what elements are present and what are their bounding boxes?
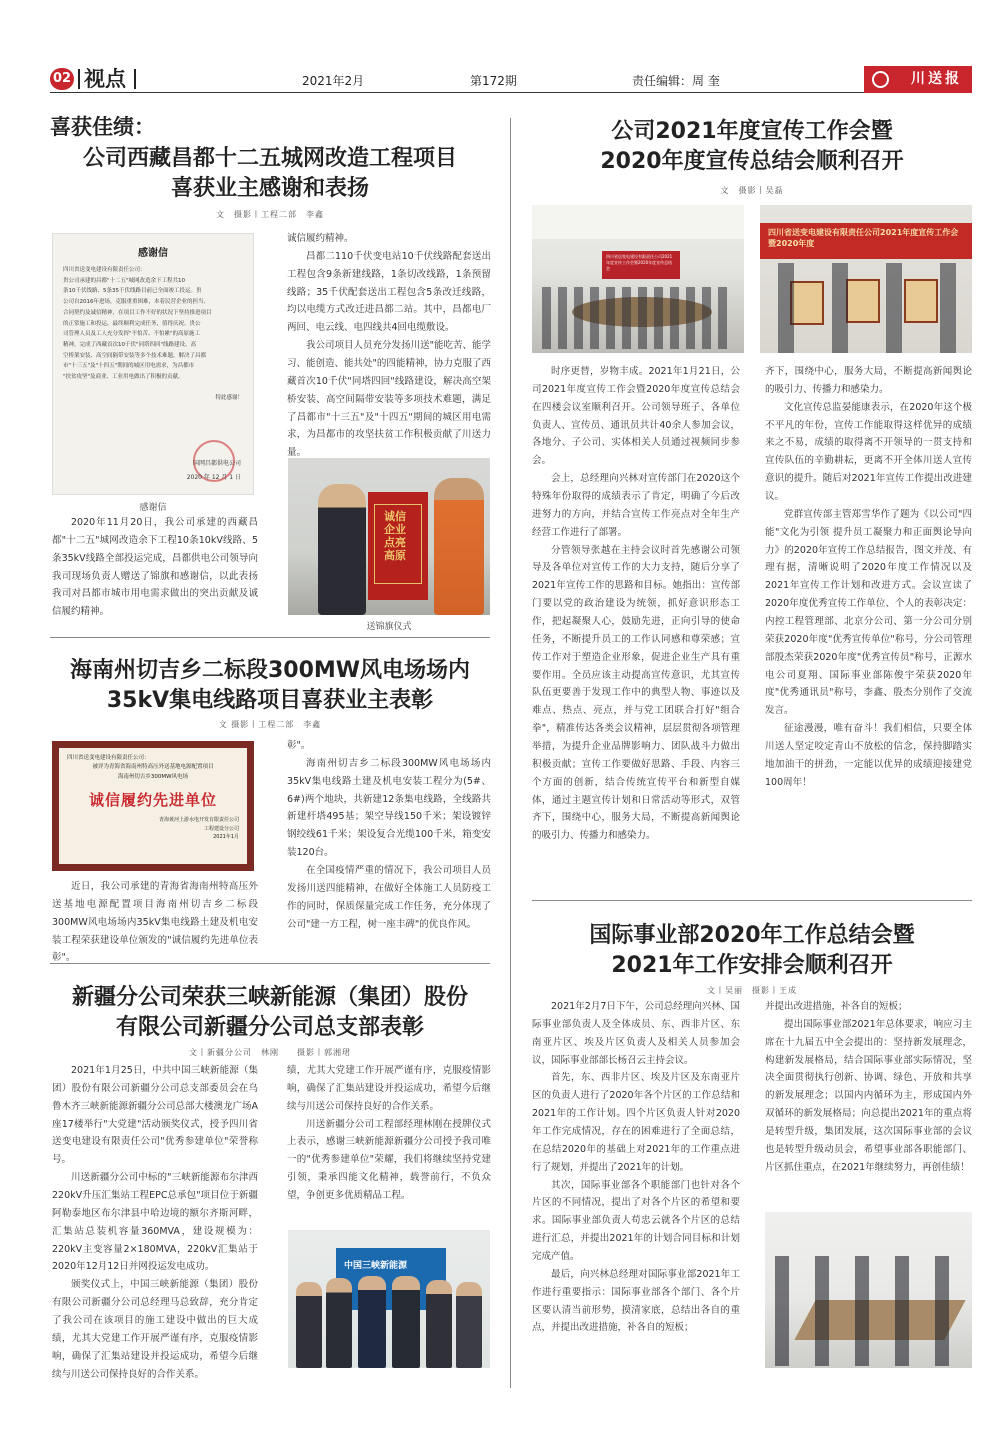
- person: [326, 1278, 352, 1368]
- letter-body: 四川省送变电建设有限责任公司： 贵公司承建的昌都"十二五"城网改造余下工程共10 条10千伏线路、5条35千伏线路目前已全面竣工投运。贵 公司自2016年进场，克服重重困难，本着民营企业的担当、 合同契约及诚信精神，在项目工作不好的状况下坚持推进项目 的正常施工和投运，最终顺利完成任务，值得庆祝。贵公 司管理人员及工人充分发挥"不怕苦、不怕累"的高原施工 精神，完成了西藏首次10千伏"同塔四回"线路建设、高 空桥架安装、高空间隔带安装等多个技术难题，解决了昌都 市"十三五"及"十四五"期间的城区用电需求，为昌都市 "扶贫攻坚"及商业、工业用电做出了积极的贡献。 特此感谢！: [63, 267, 243, 401]
- person: [296, 1282, 322, 1368]
- editor-credit: 责任编辑：周 奎: [632, 74, 720, 88]
- certificate-line: 四川省送变电建设有限责任公司：: [67, 755, 150, 761]
- article3-headline: 新疆分公司荣获三峡新能源（集团）股份 有限公司新疆分公司总支部表彰: [71, 985, 468, 1040]
- certificate-issuer2: 工程建设分公司: [203, 825, 239, 832]
- thank-you-letter-image: [52, 233, 254, 495]
- meeting-room-photo: [532, 205, 744, 353]
- certificate-issuer: 青海黄河上游水电开发有限责任公司: [158, 817, 239, 824]
- certificate-line: 被评为青海省海南州特高压外送基地电源配置项目: [92, 764, 214, 771]
- certificate-title: 诚信履约先进单位: [88, 791, 217, 810]
- article3-body-col2: 绩，尤其大党建工作开展严谨有序，克服疫情影响，确保了汇集站建设并投运成功，希望今后继续与川送公司保持良好的合作关系。 川送新疆分公司工程部经理林刚在授牌仪式上表示，感谢三峡新能源新疆分公司授予我司唯一的"优秀参建单位"荣耀，我们将继续坚持党建引领，秉承四能文化精神，载誉前行，不负众望，争创更多优质精品工程。: [287, 1065, 491, 1202]
- person: [426, 1280, 452, 1368]
- banner-text: 诚信企业 点亮高原: [384, 510, 406, 562]
- column-rule: [510, 118, 511, 1388]
- article5-body-col2: 并提出改进措施，补各自的短板； 提出国际事业部2021年总体要求，响应习主席在十九届五中全会提出的：坚持新发展理念，构建新发展格局，结合国际事业部实际情况，坚决全面贯彻执行创新、协调、绿色、开放和共享的新发展理念；以国内内循环为主，形成国内外双循环的新发展格局；向总提出2021年的重点将是转型升级，集团发展，这次国际事业部的会议也是转型升级动员会，希望事业部各职能部门、片区抓住重点，在2021年继续努力，再创佳绩！: [765, 1001, 972, 1173]
- certificate-date: 2021年1月: [213, 834, 239, 841]
- letter-caption: 感谢信: [139, 503, 167, 513]
- article1-byline: 文 摄影丨工程二部 李鑫: [216, 210, 324, 219]
- issue-number: 第172期: [470, 74, 517, 88]
- banner-ceremony-photo: [288, 458, 490, 615]
- article5-byline: 文丨吴丽 摄影丨王成: [707, 986, 797, 995]
- article2-headline: 海南州切吉乡二标段300MW风电场场内 35kV集电线路项目喜获业主表彰: [69, 658, 471, 713]
- person-right: [434, 478, 484, 615]
- letter-heading: 感谢信: [138, 248, 168, 259]
- awards-photo: [760, 205, 972, 353]
- article2-body-col2: 彰"。 海南州切吉乡二标段300MW风电场场内35kV集电线路土建及机电安装工程分为(5#、6#)两个地块，共新建12条集电线路，全线路共新建杆塔495基；架空导线150千米；架设镀锌钢绞线61千米；架设复合光缆100千米，箱变安装120台。 在全国疫情严重的情况下，我公司项目人员发扬川送四能精神，在做好全体施工人员防疫工作的同时，保质保量完成工作任务，充分体现了公司"建一方工程，树一座丰碑"的优良作风。: [287, 740, 491, 930]
- page-number-badge: 02: [50, 68, 74, 90]
- letter-signature: 国网昌都供电公司: [192, 460, 241, 467]
- brand-logo-icon: [872, 71, 889, 88]
- section-name: 视点: [84, 67, 126, 91]
- banner-photo-caption: 送锦旗仪式: [366, 622, 412, 632]
- newspaper-brand: 川送报: [864, 66, 972, 93]
- header-divider: [78, 69, 80, 89]
- section-rule: [532, 900, 972, 901]
- article1-kicker: 喜获佳绩：: [50, 115, 155, 139]
- person: [392, 1276, 420, 1368]
- article4-headline: 公司2021年度宣传工作会暨 2020年度宣传总结会顺利召开: [600, 119, 904, 174]
- person: [456, 1282, 482, 1368]
- article4-byline: 文 摄影丨吴磊: [720, 186, 784, 195]
- page-header: [50, 66, 972, 93]
- certificate-line: 海南州切吉乡300MW风电场: [117, 773, 189, 780]
- article1-headline: 公司西藏昌都十二五城网改造工程项目 喜获业主感谢和表扬: [82, 146, 457, 201]
- letter-date: 2020 年 12 月 1 日: [186, 474, 241, 481]
- article2-byline: 文 摄影丨工程二部 李鑫: [218, 720, 322, 729]
- article2-body-col1: 近日，我公司承建的青海省海南州特高压外送基地电源配置项目海南州切吉乡二标段300MW风电场场内35kV集电线路土建及机电安装工程荣获建设单位颁发的"诚信履约先进单位表彰"。: [52, 881, 258, 964]
- projection-screen: 四川省送变电建设有限责任公司2021年度宣传工作会暨2020年度宣传总结会: [602, 251, 680, 279]
- award-ceremony-photo: [288, 1230, 490, 1368]
- person: [358, 1276, 386, 1368]
- signboard: 中国三峡新能源: [336, 1248, 446, 1310]
- article4-body-col1: 时序更替，岁物丰成。2021年1月21日，公司2021年度宣传工作会暨2020年度宣传总结会在四楼会议室顺利召开。公司领导班子、各单位负责人、宣传员、通讯员共计40余人参加会议，各地分、子公司、实体相关人员通过视频同步参会。 会上，总经理向兴林对宣传部门在2020这个特殊年份取得的成绩表示了肯定，明确了今后改进努力的方向，并结合宣传工作亮点对全年生产经营工作进行了部署。 分管领导张越在主持会议时首先感谢公司领导及各单位对宣传工作的大力支持，随后分享了2021年宣传工作的思路和目标。她指出：宣传部门要以党的政治建设为统领，抓好意识形态工作，把起凝聚人心，鼓励先进，正向引导的使命任务，不断提升员工的工作认同感和尊荣感；宣传工作对于塑造企业形象，促进企业生产具有重要作用。全员应该主动提高宣传意识，尤其宣传队伍更要善于发现工作中的典型人物、事迹以及难点、热点、亮点，并与党工团联合打好"组合拳"，精准传达各类会议精神，层层贯彻各项管理举措，为提升企业品牌影响力、团队战斗力做出积极贡献；宣传工作要做好思路、手段、内容三个方面的创新，结合传统宣传平台和新型自媒体，通过主题宣传计划和日常活动等形式，双管齐下，围绕中心，服务大局，不断提高新闻舆论的吸引力、传播力和感染力。: [532, 366, 740, 842]
- person-left: [318, 484, 366, 615]
- event-banner: 四川省送变电建设有限责任公司2021年度宣传工作会暨2020年度: [760, 223, 972, 259]
- article5-headline: 国际事业部2020年工作总结会暨 2021年工作安排会顺利召开: [589, 923, 915, 978]
- article5-body-col1: 2021年2月7日下午，公司总经理向兴林、国际事业部负责人及全体成员、东、西非片区、东南亚片区、埃及片区负责人及相关人员参加会议，国际事业部部长杨召云主持会议。 首先，东、西非片区、埃及片区及东南亚片区的负责人进行了2020年各个片区的工作总结和2021年的工作计划。四个片区负责人针对2020年工作完成情况，存在的困难进行了全面总结，在总结2020年的基础上对2021年的工作重点进行了规划，并提出了2021年的计划。 其次，国际事业部各个职能部门也针对各个片区的不同情况，提出了对各个片区的希望和要求。国际事业部负责人苟忠云就各个片区的总结进行汇总，并提出2021年的计划合同目标和计划完成产值。 最后，向兴林总经理对国际事业部2021年工作进行重要指示：国际事业部各个部门、各个片区要认清当前形势，摸清家底，总结出各自的重点，并提出改进措施，补各自的短板；: [532, 1001, 740, 1334]
- section-rule: [50, 637, 490, 638]
- header-divider: [134, 69, 136, 89]
- article1-body-col2: 诚信履约精神。 昌都二110千伏变电站10千伏线路配套送出工程包含9条新建线路，1条切改线路，1条预留线路；35千伏配套送出工程包含5条改迁线路，均以电缆方式改迁进昌都二站。其中，昌都电厂两回、电云线、电四线共4回电缆敷设。 我公司项目人员充分发扬川送"能吃苦、能学习、能创造、能共处"的四能精神，协力克服了西藏首次10千伏"同塔四回"线路建设，解决高空架桥安装、高空间隔带安装等多项技术难题，满足了昌都市"十三五"及"十四五"期间的城区用电需求，为昌都市的攻坚扶贫工作积极贡献了川送力量。: [287, 233, 491, 459]
- article4-body-col2: 齐下，围绕中心，服务大局，不断提高新闻舆论的吸引力、传播力和感染力。 文化宣传总监晏能康表示，在2020年这个极不平凡的年份，宣传工作能取得这样优异的成绩来之不易，成绩的取得离不开领导的一贯支持和宣传队伍的辛勤耕耘，更离不开全体川送人宣传意识的提升。随后对2021年宣传工作提出改进建议。 党群宣传部主管郑雪华作了题为《以公司"四能"文化为引领 提升员工凝聚力和正面舆论导向力》的2020年宣传工作总结报告，图文并茂、有理有据，清晰说明了2020年度工作情况以及2021年宣传工作计划和改进方式。会议宣读了2020年度优秀宣传工作单位、个人的表彰决定：内控工程管理部、北京分公司、第一分公司分别荣获2020年度"优秀宣传单位"称号，分公司管理部殷杰荣获2020年度"优秀宣传员"称号，正源水电公司夏翔、国际事业部陈俊宇荣获2020年度"优秀通讯员"称号，李鑫、殷杰分别作了交流发言。 征途漫漫，唯有奋斗！我们相信，只要全体川送人坚定咬定青山不放松的信念，保持脚踏实地加油干的拼劲，一定能以优异的成绩迎接建党100周年！: [765, 366, 972, 788]
- certificate-image: [52, 741, 254, 871]
- issue-date: 2021年2月: [302, 74, 365, 88]
- article3-body-col1: 2021年1月25日，中共中国三峡新能源（集团）股份有限公司新疆分公司总支部委员会在乌鲁木齐三峡新能源新疆分公司总部大楼澳龙广场A座17楼举行"大党建"活动颁奖仪式，授予四川省送变电建设有限责任公司"优秀参建单位"荣誉称号。 川送新疆分公司中标的"三峡新能源布尔津西220kV升压汇集站工程EPC总承包"项目位于新疆阿勒泰地区布尔津县中哈边境的额尔齐斯河畔，汇集站总装机容量360MVA，建设规模为：220kV主变容量2×180MVA，220kV汇集站于2020年12月12日并网投运发电成功。 颁奖仪式上，中国三峡新能源（集团）股份有限公司新疆分公司总经理马总致辞，充分肯定了我公司在该项目的施工建设中做出的巨大成绩，尤其大党建工作开展严谨有序，克服疫情影响，确保了汇集站建设并投运成功，希望今后继续与川送公司保持良好的合作关系。: [52, 1065, 258, 1380]
- article1-body-col1: 2020年11月20日，我公司承建的西藏昌都"十二五"城网改造余下工程10条10kV线路、5条35kV线路全部投运完成，昌都供电公司领导向我司现场负责人赠送了锦旗和感谢信，以此表扬我司对昌都市城市用电需求做出的突出贡献及诚信履约精神。: [52, 517, 258, 618]
- article3-byline: 文丨新疆分公司 林刚 摄影丨郭湘珺: [189, 1048, 351, 1057]
- intl-meeting-photo: [765, 1212, 972, 1368]
